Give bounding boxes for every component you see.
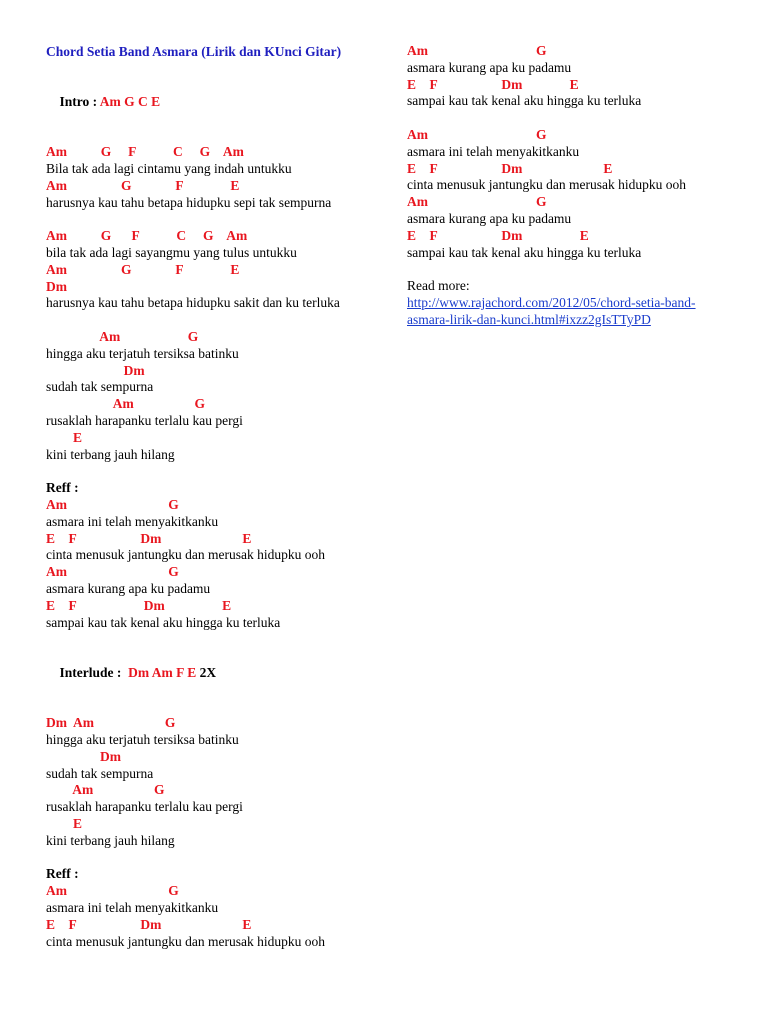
chord-line: Am G <box>407 43 547 58</box>
lyric-line: rusaklah harapanku terlalu kau pergi <box>46 799 243 815</box>
chord-line: E F Dm E <box>407 227 589 243</box>
chord-line: Am G <box>46 496 179 512</box>
lyric-line: sampai kau tak kenal aku hingga ku terluka <box>407 244 642 260</box>
chord-line: Am G F C G Am <box>46 144 244 160</box>
lyric-line: sampai kau tak kenal aku hingga ku terluka <box>407 93 642 109</box>
chord-line: E F Dm E <box>407 160 613 176</box>
lyric-line: asmara kurang apa ku padamu <box>46 580 211 596</box>
source-link[interactable]: http://www.rajachord.com/2012/05/chord-setia-band-asmara-lirik-dan-kunci.html#ixzz2gIsTTyPD <box>407 294 696 327</box>
lyric-line: harusnya kau tahu betapa hidupku sakit dan ku terluka <box>46 295 340 311</box>
lyric-line: bila tak ada lagi sayangmu yang tulus untukku <box>46 244 297 260</box>
lyric-line: asmara kurang apa ku padamu <box>407 59 572 75</box>
chord-line: Am G <box>46 564 179 580</box>
chord-line: E <box>46 816 83 832</box>
chord-line: Dm <box>46 362 145 378</box>
chord-line: Am G F C G Am <box>46 228 248 244</box>
left-column <box>46 43 346 950</box>
chord-line: E F Dm E <box>46 916 252 932</box>
chord-line: E F Dm E <box>407 76 579 92</box>
chord-line: Dm <box>46 748 121 764</box>
chord-line: E F Dm E <box>46 597 232 613</box>
chord-line: Am G <box>46 396 206 412</box>
interlude-line <box>46 648 346 698</box>
intro-label: Intro : <box>59 93 100 109</box>
chord-line: E F Dm E <box>46 530 252 546</box>
interlude-times: 2X <box>199 664 217 680</box>
reff-label: Reff : <box>46 866 79 882</box>
chord-line: Am G F E <box>46 177 240 193</box>
lyric-line: harusnya kau tahu betapa hidupku sepi tak sempurna <box>46 194 332 210</box>
intro-chords: Am G C E <box>99 93 161 109</box>
read-more-label: Read more: <box>407 278 470 294</box>
lyric-line: rusaklah harapanku terlalu kau pergi <box>46 412 243 428</box>
lyric-line: asmara kurang apa ku padamu <box>407 210 572 226</box>
chord-line: Am G <box>407 126 547 142</box>
chord-line: Am G <box>46 782 165 798</box>
lyric-line: Bila tak ada lagi cintamu yang indah untukku <box>46 160 292 176</box>
lyric-line: cinta menusuk jantungku dan merusak hidupku ooh <box>46 547 325 563</box>
interlude-label: Interlude : <box>59 664 129 680</box>
lyric-line: kini terbang jauh hilang <box>46 832 175 848</box>
lyric-line: hingga aku terjatuh tersiksa batinku <box>46 732 239 748</box>
chord-line: Am G <box>46 328 199 344</box>
intro-line <box>46 77 346 127</box>
lyric-line: sudah tak sempurna <box>46 379 154 395</box>
interlude-chords: Dm Am F E <box>128 664 200 680</box>
lyric-line: kini terbang jauh hilang <box>46 446 175 462</box>
reff-label: Reff : <box>46 480 79 496</box>
chord-line: Am G <box>46 883 179 899</box>
chord-line: Am G F E <box>46 261 240 277</box>
lyric-line: cinta menusuk jantungku dan merusak hidupku ooh <box>407 177 686 193</box>
chord-line: E <box>46 429 83 445</box>
chord-line: Am G <box>407 194 547 210</box>
lyric-line: asmara ini telah menyakitkanku <box>46 900 219 916</box>
chord-line: Dm <box>46 278 67 294</box>
chord-line: Dm Am G <box>46 715 176 731</box>
right-column <box>407 43 727 329</box>
lyric-line: asmara ini telah menyakitkanku <box>407 143 580 159</box>
lyric-line: sampai kau tak kenal aku hingga ku terluka <box>46 614 281 630</box>
lyric-line: hingga aku terjatuh tersiksa batinku <box>46 345 239 361</box>
lyric-line: sudah tak sempurna <box>46 765 154 781</box>
lyric-line: cinta menusuk jantungku dan merusak hidupku ooh <box>46 933 325 949</box>
lyric-line: asmara ini telah menyakitkanku <box>46 513 219 529</box>
page-title: Chord Setia Band Asmara (Lirik dan KUnci Gitar) <box>46 44 342 59</box>
